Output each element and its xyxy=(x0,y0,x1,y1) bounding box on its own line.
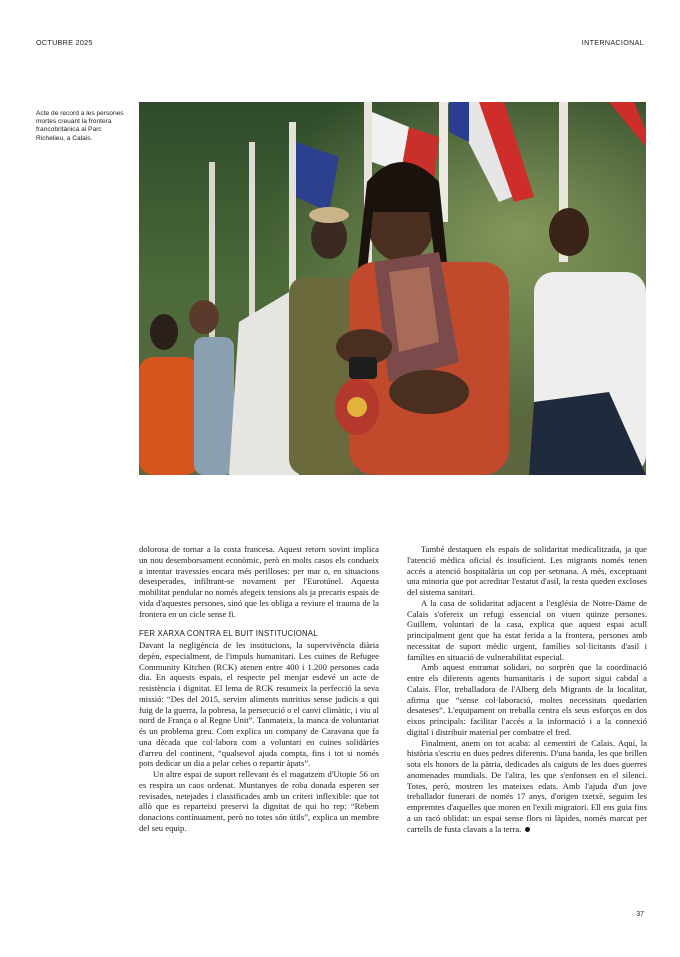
article-column-right xyxy=(407,544,647,834)
article-column-left xyxy=(139,544,379,834)
paragraph xyxy=(407,738,647,835)
article-photo xyxy=(139,102,646,475)
paragraph-text: Finalment, anem on tot acaba: al cementiri de Calais. Aquí, la història s'escriu en dues pedres diferents. D'una banda, les que brillen sota els honors de la pàtria, dedicades als caiguts de les dues guerres anomenades mundials. De l'altra, les que s'enfonsen en el silenci. Totes, però, mostren les mateixes edats. Amb l'ajuda d'un jove treballador funerari de només 17 anys, d'origen txetxè, seguim les empremtes d'aquelles que moren en l'exili migratori. Ell ens guia fins a un racó oblidat: un espai sense flors ni làpides, només marcat per cartells de fusta clavats a la terra. xyxy=(407,737,647,834)
end-of-article-icon xyxy=(525,827,530,832)
paragraph: Un altre espai de suport rellevant és el magatzem d'Utopie 56 on es respira un caos ordenat. Muntanyes de roba donada esperen ser revisades, netejades i classificades amb un criteri inflexible: que tot allò que es reparteixi preservi la dignitat de qui ho rep: “Rebem donacions contínuament, però no totes són útils”, explica un membre del seu equip. xyxy=(139,769,379,833)
page-number: 37 xyxy=(636,911,644,918)
paragraph: Amb aquest entramat solidari, no sorprèn que la coordinació entre els diferents agents humanitaris i de suport sigui cabdal a Calais. Flor, treballadora de l'Alberg dels Migrants de la localitat, afirma que “sense col·laboració, moltes necessitats quedarien desateses”. L'equipament on treballa centra els seus esforços en dos eixos principals: facilitar l'accés a la informació i a la connexió digital i distribuir material per combatre el fred. xyxy=(407,662,647,737)
paragraph: Davant la negligència de les institucions, la supervivència diària depèn, especialment, de l'impuls humanitari. Les cuines de Refugee Community Kitchen (RCK) atenen entre 400 i 1.200 persones cada dia. En aquests espais, el respecte pel menjar esdevé un acte de resistència i dignitat. El lema de RCK resumeix la perfecció la seva missió: “Des del 2015, servim aliments nutritius sense judicis a qui fuig de la guerra, la pobresa, la persecució o el canvi climàtic, i viu al nord de França o al Regne Unit”. Tanmateix, la manca de voluntariat és un problema greu. Com explica un company de Caravana que fa una dècada que col·labora com a voluntari en cuines solidàries d'arreu del continent, “qualsevol ajuda compta, fins i tot si només pots dedicar un dia a pelar cebes o repartir àpats”. xyxy=(139,640,379,769)
section-subheading: FER XARXA CONTRA EL BUIT INSTITUCIONAL xyxy=(139,629,318,639)
photo-caption: Acte de record a les persones mortes creuant la frontera francobritànica al Parc Richelieu, a Calais. xyxy=(36,110,124,142)
paragraph: A la casa de solidaritat adjacent a l'església de Notre-Dame de Calais s'ofereix un refugi essencial on viuen quinze persones. Guillem, voluntari de la casa, explica que aquest espai acull principalment gent que ha estat ferida a la frontera, persones amb necessitat de suport mèdic urgent, famílies sol·licitants d'asil i famílies en situació de vulnerabilitat especial. xyxy=(407,597,647,662)
issue-date: OCTUBRE 2025 xyxy=(36,38,93,47)
paragraph: dolorosa de tornar a la costa francesa. Aquest retorn sovint implica un nou desemborsament econòmic, però en molts casos els condueix a intentar travessies encara més perilloses: per mar o, en situacions desesperades, infiltrant-se novament per l'Eurotúnel. Aquesta mobilitat pendular no només afegeix tensions als ja precaris espais de vida d'aquestes persones, sinó que les obliga a reviure el trauma de la frontera en un cicle sense fi. xyxy=(139,544,379,619)
section-name: INTERNACIONAL xyxy=(581,38,644,47)
paragraph: També destaquen els espais de solidaritat medicalitzada, ja que l'atenció mèdica oficial és insuficient. Les migrants només tenen accés a atenció hospitalària un cop per setmana. A més, exceptuant una minoria que pot acreditar l'estatut d'asil, la resta queden excloses del sistema sanitari. xyxy=(407,544,647,597)
